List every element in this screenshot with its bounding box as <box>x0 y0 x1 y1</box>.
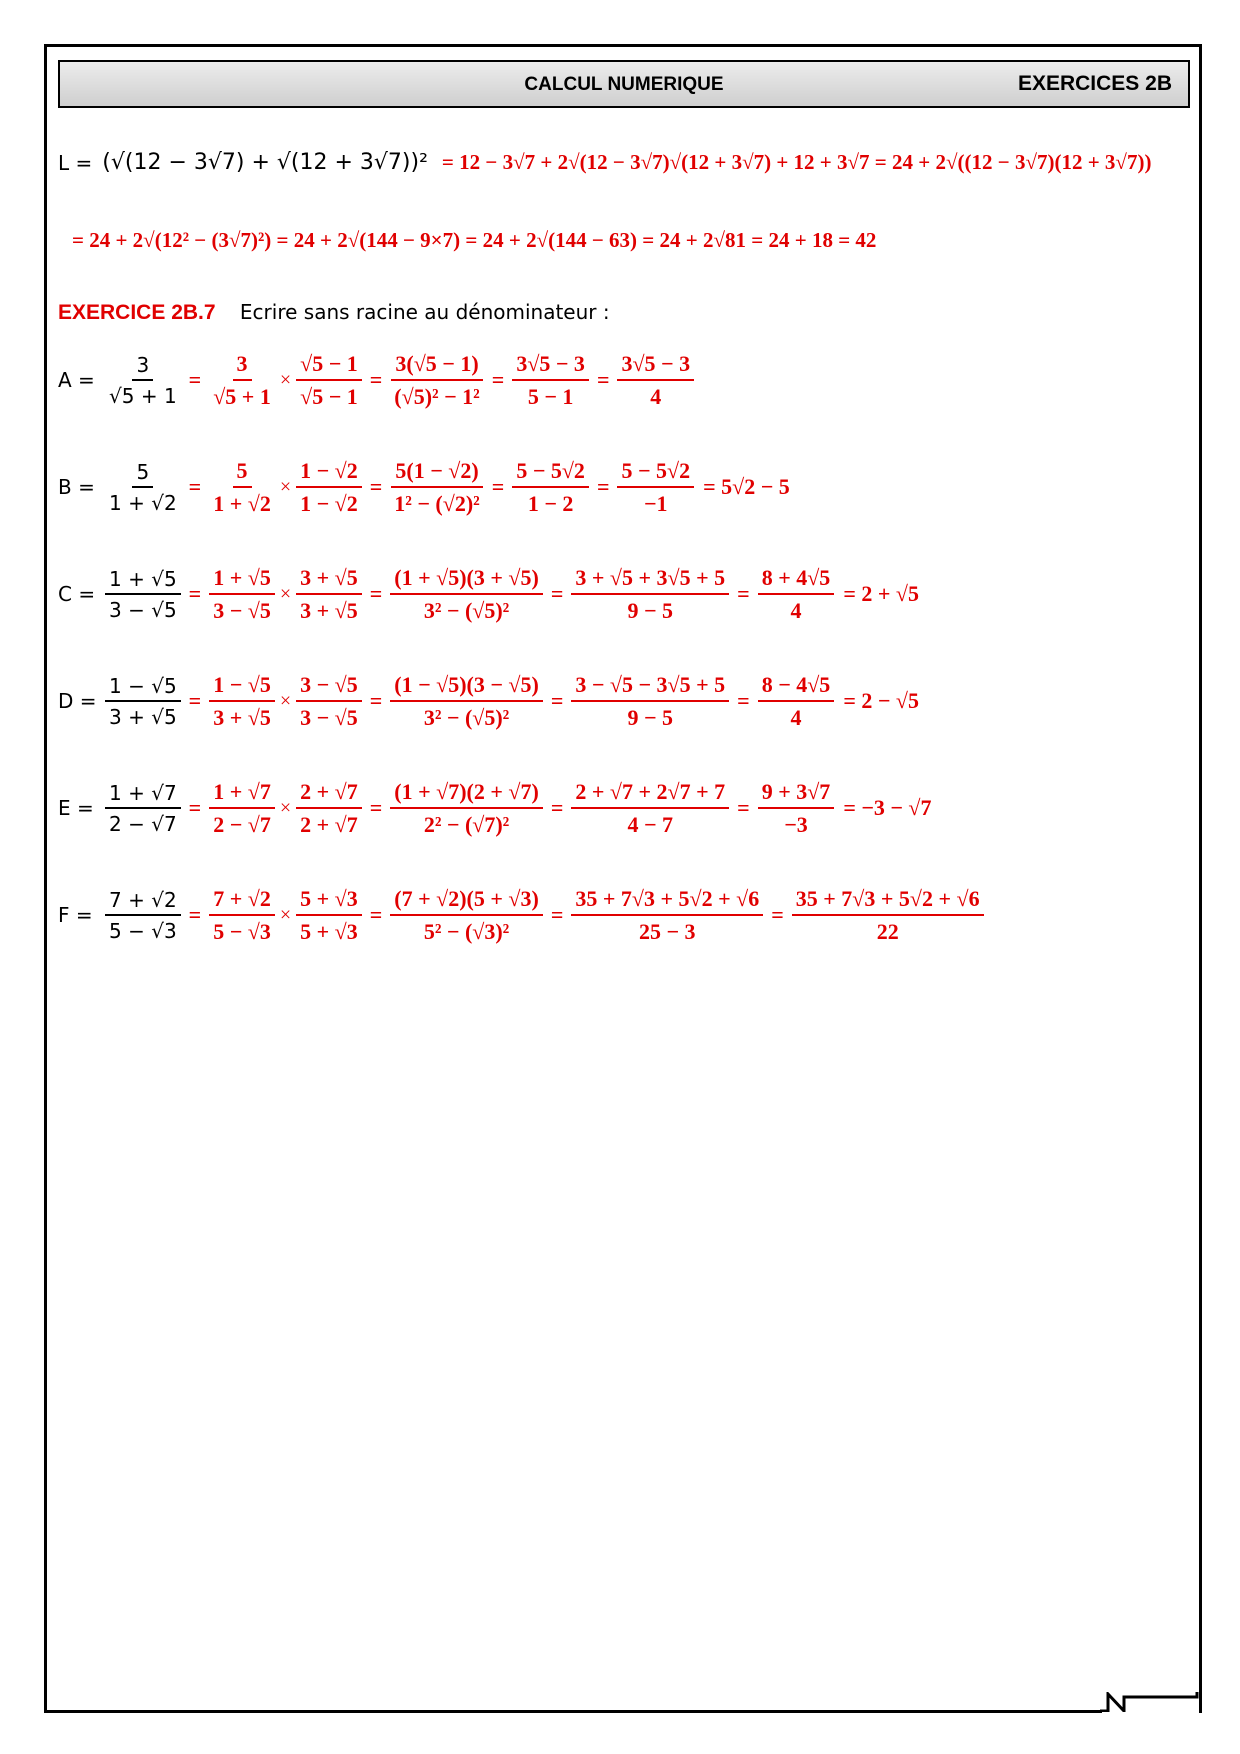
step-fraction-reduced-denominator: 22 <box>876 918 899 944</box>
equals-sign: = <box>596 367 610 392</box>
step-fraction-simplified-numerator: 35 + 7√3 + 5√2 + √6 <box>571 886 763 916</box>
question-fraction-denominator: 1 + √2 <box>109 490 177 515</box>
step-fraction-reduced-denominator: −1 <box>644 490 668 516</box>
step-fraction-expanded <box>390 672 543 731</box>
step-fraction-simplified-numerator: 5 − 5√2 <box>512 458 589 488</box>
factor-fraction-1-denominator: 3 − √5 <box>213 597 271 623</box>
times-sign: × <box>279 689 292 712</box>
step-fraction-reduced <box>758 779 835 838</box>
step-fraction-reduced-numerator: 9 + 3√7 <box>758 779 835 809</box>
factor-fraction-1-numerator: 7 + √2 <box>209 886 275 916</box>
step-fraction-reduced-numerator: 3√5 − 3 <box>617 351 694 381</box>
step-fraction-reduced <box>758 565 835 624</box>
final-result: = 2 − √5 <box>843 688 919 713</box>
factor-fraction-1-denominator: √5 + 1 <box>213 383 271 409</box>
factor-fraction-1-numerator: 5 <box>233 458 252 488</box>
step-fraction-reduced <box>617 458 694 517</box>
factor-fraction-2-denominator: 2 + √7 <box>300 811 358 837</box>
factor-fraction-1 <box>209 458 275 517</box>
equals-sign: = <box>188 902 202 927</box>
calc-l-step-2: = 24 + 2√(12² − (3√7)²) = 24 + 2√(144 − 9×7) = 24 + 2√(144 − 63) = 24 + 2√81 = 24 + 18 = 42 <box>72 228 877 252</box>
calc-l-line-1 <box>58 150 1151 175</box>
step-fraction-simplified-denominator: 4 − 7 <box>627 811 674 837</box>
step-fraction-simplified-denominator: 9 − 5 <box>627 597 674 623</box>
final-result: = 2 + √5 <box>843 581 919 606</box>
step-fraction-reduced <box>758 672 835 731</box>
factor-fraction-2-denominator: 3 + √5 <box>300 597 358 623</box>
step-fraction-expanded-denominator: 5² − (√3)² <box>423 918 510 944</box>
final-result: = 5√2 − 5 <box>703 474 790 499</box>
row-label: C = <box>58 582 96 606</box>
equals-sign: = <box>188 581 202 606</box>
step-fraction-simplified <box>571 565 729 624</box>
header-exercises: EXERCICES 2B <box>1017 72 1172 95</box>
page-header <box>58 60 1190 108</box>
equals-sign: = <box>737 795 750 820</box>
step-fraction-reduced-numerator: 8 + 4√5 <box>758 565 835 595</box>
step-fraction-reduced-denominator: 4 <box>790 704 802 730</box>
factor-fraction-2-denominator: 5 + √3 <box>300 918 358 944</box>
equals-sign: = <box>491 474 505 499</box>
step-fraction-simplified-numerator: 2 + √7 + 2√7 + 7 <box>571 779 729 809</box>
factor-fraction-2 <box>296 779 362 838</box>
row-label: E = <box>58 796 94 820</box>
factor-fraction-1-numerator: 1 + √5 <box>209 565 275 595</box>
step-fraction-simplified <box>571 672 729 731</box>
question-fraction-numerator: 1 + √7 <box>105 781 181 809</box>
factor-fraction-1-numerator: 3 <box>233 351 252 381</box>
equals-sign: = <box>188 795 202 820</box>
factor-fraction-2 <box>296 458 362 517</box>
step-fraction-simplified-denominator: 9 − 5 <box>627 704 674 730</box>
step-fraction-reduced-numerator: 5 − 5√2 <box>617 458 694 488</box>
question-fraction-denominator: 3 + √5 <box>109 704 177 729</box>
equals-sign: = <box>550 581 564 606</box>
step-fraction-expanded <box>390 779 543 838</box>
page-frame-bottom <box>44 1710 1102 1713</box>
factor-fraction-2 <box>296 351 362 410</box>
exercise-row <box>58 457 790 517</box>
factor-fraction-2-denominator: √5 − 1 <box>300 383 358 409</box>
equals-sign: = <box>737 688 750 713</box>
step-fraction-expanded <box>390 886 543 945</box>
question-fraction-numerator: 1 + √5 <box>105 567 181 595</box>
step-fraction-reduced <box>792 886 984 945</box>
exercise-instruction: Ecrire sans racine au dénominateur : <box>239 300 610 324</box>
question-fraction <box>105 888 181 943</box>
factor-fraction-1-numerator: 1 − √5 <box>209 672 275 702</box>
question-fraction-numerator: 7 + √2 <box>105 888 181 916</box>
step-fraction-simplified-denominator: 5 − 1 <box>527 383 574 409</box>
times-sign: × <box>279 796 292 819</box>
equals-sign: = <box>369 581 383 606</box>
factor-fraction-2 <box>296 886 362 945</box>
step-fraction-reduced <box>617 351 694 410</box>
factor-fraction-2-numerator: 2 + √7 <box>296 779 362 809</box>
equals-sign: = <box>369 795 383 820</box>
equals-sign: = <box>188 688 202 713</box>
row-label: F = <box>58 903 93 927</box>
factor-fraction-2-numerator: 5 + √3 <box>296 886 362 916</box>
step-fraction-simplified-denominator: 1 − 2 <box>527 490 574 516</box>
factor-fraction-1-denominator: 2 − √7 <box>213 811 271 837</box>
step-fraction-expanded <box>390 565 543 624</box>
times-sign: × <box>279 903 292 926</box>
equals-sign: = <box>550 688 564 713</box>
factor-fraction-2-numerator: 1 − √2 <box>296 458 362 488</box>
row-label: A = <box>58 368 95 392</box>
step-fraction-simplified <box>571 779 729 838</box>
step-fraction-simplified-numerator: 3√5 − 3 <box>512 351 589 381</box>
step-fraction-reduced-denominator: 4 <box>790 597 802 623</box>
step-fraction-reduced-numerator: 35 + 7√3 + 5√2 + √6 <box>792 886 984 916</box>
equals-sign: = <box>369 367 383 392</box>
calc-l-step-1: = 12 − 3√7 + 2√(12 − 3√7)√(12 + 3√7) + 12 + 3√7 = 24 + 2√((12 − 3√7)(12 + 3√7)) <box>441 150 1152 174</box>
page-frame <box>44 44 1202 1713</box>
step-fraction-expanded-numerator: 5(1 − √2) <box>391 458 482 488</box>
factor-fraction-2-denominator: 1 − √2 <box>300 490 358 516</box>
exercise-row <box>58 564 919 624</box>
page-corner-mark <box>1100 1692 1199 1712</box>
step-fraction-expanded-numerator: (1 + √5)(3 + √5) <box>390 565 543 595</box>
equals-sign: = <box>550 795 564 820</box>
exercise-heading <box>58 300 610 325</box>
question-fraction <box>105 781 181 836</box>
factor-fraction-1-numerator: 1 + √7 <box>209 779 275 809</box>
factor-fraction-1-denominator: 1 + √2 <box>213 490 271 516</box>
step-fraction-reduced-numerator: 8 − 4√5 <box>758 672 835 702</box>
question-fraction <box>105 567 181 622</box>
final-result: = −3 − √7 <box>843 795 932 820</box>
header-title: CALCUL NUMERIQUE <box>524 74 724 95</box>
row-label: B = <box>58 475 95 499</box>
step-fraction-simplified <box>512 458 589 517</box>
exercise-row <box>58 885 993 945</box>
factor-fraction-1 <box>209 565 275 624</box>
step-fraction-expanded-denominator: 1² − (√2)² <box>394 490 480 516</box>
calc-l-expression: (√(12 − 3√7) + √(12 + 3√7))² <box>102 150 428 175</box>
equals-sign: = <box>369 902 383 927</box>
step-fraction-expanded <box>390 458 483 517</box>
step-fraction-expanded-denominator: 3² − (√5)² <box>423 597 510 623</box>
factor-fraction-2-numerator: √5 − 1 <box>296 351 362 381</box>
question-fraction-denominator: 5 − √3 <box>109 918 177 943</box>
equals-sign: = <box>737 581 750 606</box>
step-fraction-simplified <box>512 351 589 410</box>
equals-sign: = <box>550 902 564 927</box>
calc-l-line-2 <box>72 228 876 253</box>
factor-fraction-1-denominator: 3 + √5 <box>213 704 271 730</box>
step-fraction-expanded-denominator: 3² − (√5)² <box>423 704 510 730</box>
factor-fraction-2-numerator: 3 + √5 <box>296 565 362 595</box>
times-sign: × <box>279 475 292 498</box>
step-fraction-expanded-numerator: (7 + √2)(5 + √3) <box>390 886 543 916</box>
exercise-label: EXERCICE 2B.7 <box>58 301 216 324</box>
step-fraction-expanded-denominator: (√5)² − 1² <box>394 383 480 409</box>
factor-fraction-1 <box>209 351 275 410</box>
times-sign: × <box>279 582 292 605</box>
equals-sign: = <box>369 688 383 713</box>
factor-fraction-1 <box>209 672 275 731</box>
equals-sign: = <box>188 474 202 499</box>
step-fraction-reduced-denominator: −3 <box>784 811 808 837</box>
step-fraction-expanded-numerator: 3(√5 − 1) <box>391 351 482 381</box>
factor-fraction-2-denominator: 3 − √5 <box>300 704 358 730</box>
step-fraction-reduced-denominator: 4 <box>650 383 662 409</box>
question-fraction-denominator: 2 − √7 <box>109 811 177 836</box>
question-fraction <box>105 460 181 515</box>
exercise-row <box>58 350 703 410</box>
factor-fraction-1 <box>209 779 275 838</box>
step-fraction-simplified-denominator: 25 − 3 <box>639 918 696 944</box>
question-fraction-numerator: 1 − √5 <box>105 674 181 702</box>
step-fraction-simplified-numerator: 3 − √5 − 3√5 + 5 <box>571 672 729 702</box>
equals-sign: = <box>369 474 383 499</box>
question-fraction <box>105 353 181 408</box>
factor-fraction-2 <box>296 672 362 731</box>
question-fraction-numerator: 5 <box>132 460 153 488</box>
equals-sign: = <box>188 367 202 392</box>
equals-sign: = <box>491 367 505 392</box>
step-fraction-expanded-numerator: (1 + √7)(2 + √7) <box>390 779 543 809</box>
factor-fraction-2 <box>296 565 362 624</box>
row-label: D = <box>58 689 97 713</box>
step-fraction-expanded-denominator: 2² − (√7)² <box>423 811 510 837</box>
step-fraction-expanded-numerator: (1 − √5)(3 − √5) <box>390 672 543 702</box>
question-fraction <box>105 674 181 729</box>
equals-sign: = <box>771 902 784 927</box>
factor-fraction-2-numerator: 3 − √5 <box>296 672 362 702</box>
exercise-row <box>58 778 932 838</box>
step-fraction-expanded <box>390 351 483 410</box>
question-fraction-numerator: 3 <box>132 353 153 381</box>
equals-sign: = <box>596 474 610 499</box>
question-fraction-denominator: 3 − √5 <box>109 597 177 622</box>
calc-l-label: L = <box>58 150 93 175</box>
step-fraction-simplified-numerator: 3 + √5 + 3√5 + 5 <box>571 565 729 595</box>
factor-fraction-1 <box>209 886 275 945</box>
question-fraction-denominator: √5 + 1 <box>109 383 177 408</box>
factor-fraction-1-denominator: 5 − √3 <box>213 918 271 944</box>
exercise-row <box>58 671 919 731</box>
times-sign: × <box>279 368 292 391</box>
step-fraction-simplified <box>571 886 763 945</box>
